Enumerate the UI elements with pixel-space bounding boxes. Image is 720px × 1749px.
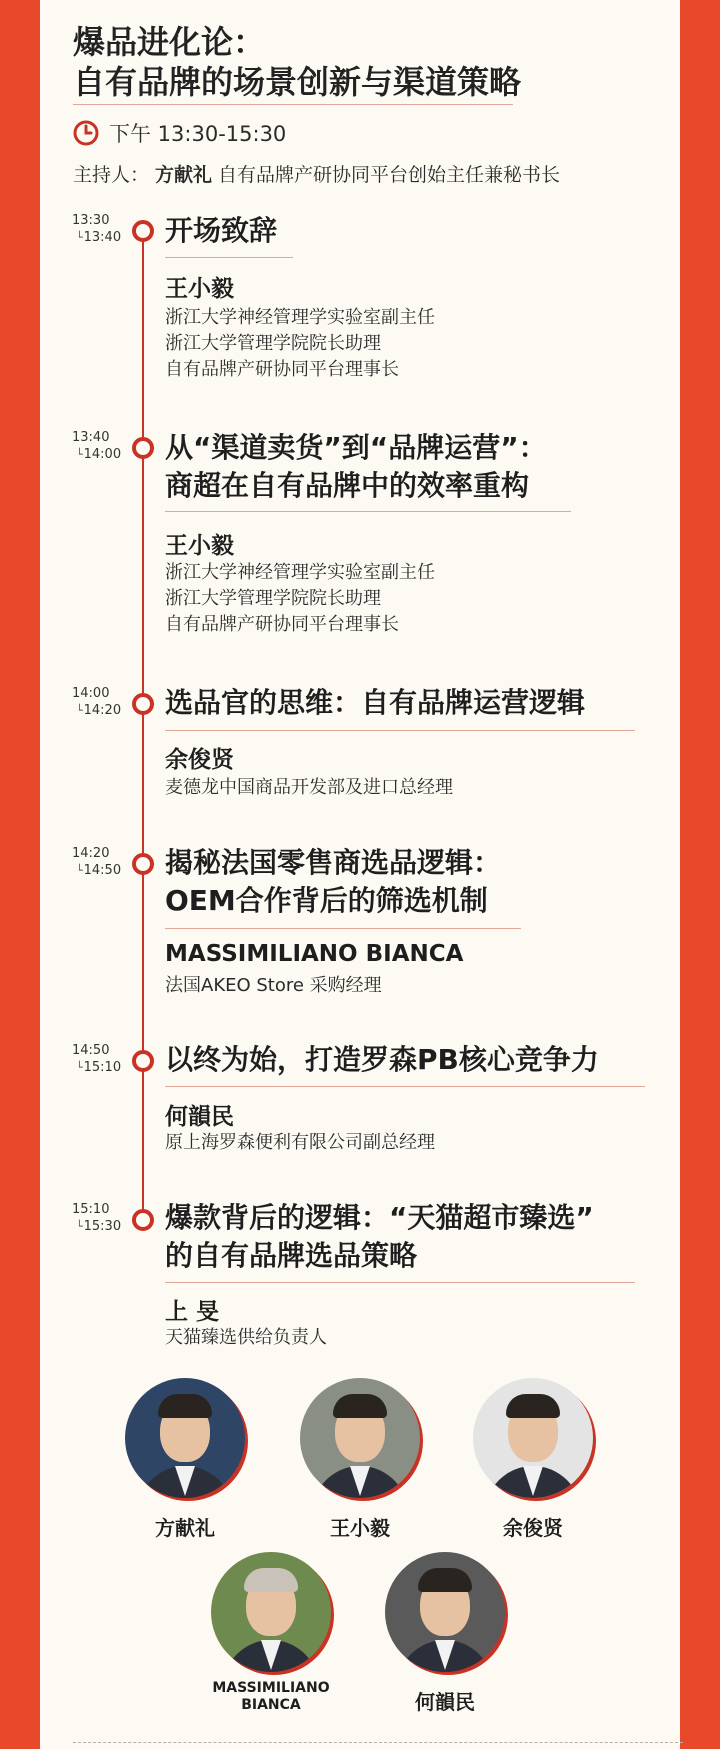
speaker-role: 麦德龙中国商品开发部及进口总经理 bbox=[165, 777, 453, 798]
session-title: 爆品进化论： 自有品牌的场景创新与渠道策略 bbox=[73, 23, 522, 101]
item-divider bbox=[165, 730, 635, 731]
speaker-avatar bbox=[300, 1378, 420, 1498]
item-time: 14:50 └ 15:10 bbox=[72, 1042, 142, 1076]
speaker-caption: 方献礼 bbox=[155, 1516, 215, 1540]
timeline-dot bbox=[132, 693, 154, 715]
speaker-name: 余俊贤 bbox=[165, 747, 234, 773]
speaker-photo-block bbox=[370, 1552, 520, 1715]
item-time: 14:00 └ 14:20 bbox=[72, 685, 142, 719]
host-name: 方献礼 bbox=[155, 164, 213, 186]
session-time bbox=[73, 118, 286, 148]
timeline-dot bbox=[132, 1050, 154, 1072]
speaker-name: 何韻民 bbox=[165, 1104, 234, 1130]
speaker-caption: 何韻民 bbox=[415, 1690, 475, 1714]
title-divider bbox=[73, 104, 513, 105]
speaker-avatar bbox=[211, 1552, 331, 1672]
speaker-caption: 王小毅 bbox=[330, 1516, 390, 1540]
speaker-photo-block bbox=[458, 1378, 608, 1541]
item-divider bbox=[165, 1086, 645, 1087]
item-title: 以终为始，打造罗森PB核心竞争力 bbox=[165, 1043, 599, 1076]
host-title: 自有品牌产研协同平台创始主任兼秘书长 bbox=[218, 164, 561, 186]
timeline-dot bbox=[132, 220, 154, 242]
speaker-photo-block bbox=[110, 1378, 260, 1541]
item-time: 15:10 └ 15:30 bbox=[72, 1201, 142, 1235]
speaker-role: 原上海罗森便利有限公司副总经理 bbox=[165, 1132, 435, 1153]
speaker-role: 浙江大学神经管理学实验室副主任 浙江大学管理学院院长助理 自有品牌产研协同平台理事长 bbox=[165, 562, 435, 635]
item-title: 爆款背后的逻辑：“天猫超市臻选” 的自有品牌选品策略 bbox=[165, 1201, 594, 1272]
speaker-name: 王小毅 bbox=[165, 276, 234, 302]
speaker-name: 上 旻 bbox=[165, 1299, 220, 1325]
speaker-photo-block bbox=[196, 1552, 346, 1714]
speaker-role: 法国AKEO Store 采购经理 bbox=[165, 975, 382, 996]
timeline-dot bbox=[132, 853, 154, 875]
item-time: 14:20 └ 14:50 bbox=[72, 845, 142, 879]
bottom-divider bbox=[73, 1742, 683, 1743]
host-line bbox=[73, 160, 560, 187]
item-divider bbox=[165, 928, 521, 929]
speaker-avatar bbox=[473, 1378, 593, 1498]
item-title: 选品官的思维：自有品牌运营逻辑 bbox=[165, 686, 586, 719]
speaker-role: 浙江大学神经管理学实验室副主任 浙江大学管理学院院长助理 自有品牌产研协同平台理事长 bbox=[165, 307, 435, 380]
item-divider bbox=[165, 1282, 635, 1283]
host-label: 主持人： bbox=[73, 164, 150, 186]
item-divider bbox=[165, 511, 571, 512]
speaker-photo-block bbox=[285, 1378, 435, 1541]
item-time: 13:40 └ 14:00 bbox=[72, 429, 142, 463]
speaker-name: 王小毅 bbox=[165, 533, 234, 559]
speaker-avatar bbox=[125, 1378, 245, 1498]
speaker-caption: 余俊贤 bbox=[503, 1516, 563, 1540]
timeline-dot bbox=[132, 1209, 154, 1231]
item-divider bbox=[165, 257, 293, 258]
item-title: 揭秘法国零售商选品逻辑： OEM合作背后的筛选机制 bbox=[165, 846, 502, 917]
item-title: 开场致辞 bbox=[165, 214, 278, 247]
speaker-avatar bbox=[385, 1552, 505, 1672]
timeline-dot bbox=[132, 437, 154, 459]
session-time-text: 下午 13:30-15:30 bbox=[109, 122, 287, 146]
item-time: 13:30 └ 13:40 bbox=[72, 212, 142, 246]
speaker-name: MASSIMILIANO BIANCA bbox=[165, 941, 464, 967]
speaker-caption: MASSIMILIANO BIANCA bbox=[212, 1680, 330, 1713]
clock-icon bbox=[73, 120, 99, 146]
speaker-role: 天猫臻选供给负责人 bbox=[165, 1327, 327, 1348]
item-title: 从“渠道卖货”到“品牌运营”： 商超在自有品牌中的效率重构 bbox=[165, 431, 547, 502]
